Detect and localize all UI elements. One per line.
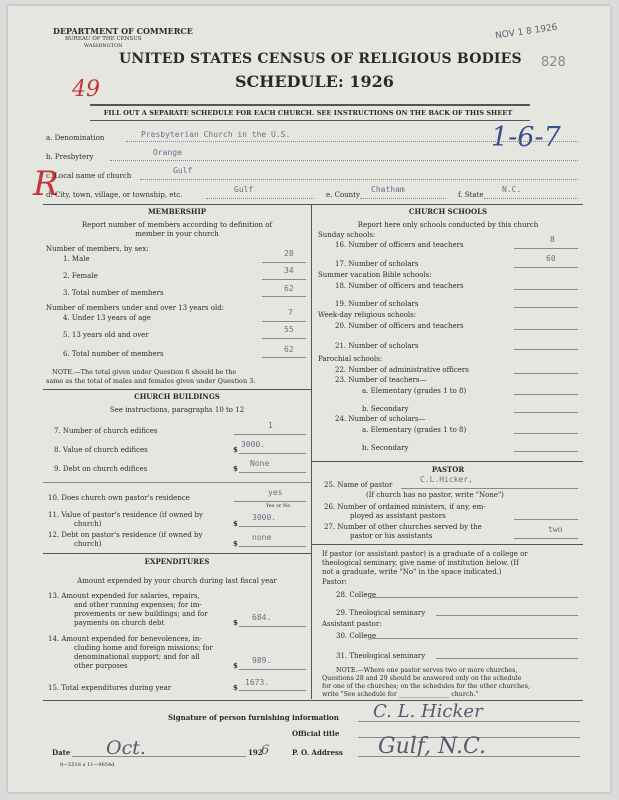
county-label: e. County <box>326 191 360 199</box>
pastor-note-1: NOTE.—Where one pastor serves two or more churches, <box>336 667 518 674</box>
graduate-instructions-2: theological seminary, give name of institution below. (If <box>322 559 519 567</box>
q17-value: 60 <box>546 254 556 263</box>
q2-female-label: 2. Female <box>63 272 98 280</box>
q4-under-13-label: 4. Under 13 years of age <box>63 314 151 322</box>
handwritten-r-mark: R <box>33 164 59 204</box>
q12-debt-residence-value: none <box>252 533 272 542</box>
q8-value-label: 8. Value of church edifices <box>54 446 148 454</box>
q12-debt-residence-label-2: church) <box>74 540 102 548</box>
city-label: d. City, town, village, or township, etc. <box>46 191 183 199</box>
q14-label-3: denominational support; and for all <box>74 653 200 661</box>
q26-label-1: 26. Number of ordained ministers, if any, em- <box>324 503 486 511</box>
membership-heading: MEMBERSHIP <box>147 207 207 216</box>
presbytery-label: b. Presbytery <box>46 153 94 161</box>
local-church-value: Gulf <box>173 166 193 175</box>
form-subtitle: SCHEDULE: 1926 <box>235 72 394 91</box>
year-prefix: 192 <box>248 748 263 757</box>
city-name: WASHINGTON <box>84 43 123 49</box>
q6-total-value: 62 <box>284 345 294 354</box>
q10-residence-label: 10. Does church own pastor's residence <box>48 494 190 502</box>
date-label: Date <box>52 748 71 757</box>
q29-label: 29. Theological seminary <box>336 609 426 617</box>
q18-label: 18. Number of officers and teachers <box>335 282 464 290</box>
q13-label-2: and other running expenses; for im- <box>74 601 202 609</box>
q23-label: 23. Number of teachers— <box>335 376 427 384</box>
q25-value: C.L.Hicker, <box>420 475 473 484</box>
q16-value: 8 <box>550 235 555 244</box>
pastor-note-2: Questions 28 and 29 should be answered only on the schedule <box>322 675 522 682</box>
q27-value: two <box>548 525 563 534</box>
q23a-label: a. Elementary (grades 1 to 8) <box>362 387 467 395</box>
q11-value-residence-label: 11. Value of pastor's residence (if owned by <box>48 511 203 519</box>
form-number: 8—5518 a 11—9654d <box>60 762 115 768</box>
q9-debt-value: None <box>250 459 270 468</box>
signature-label: Signature of person furnishing information <box>168 713 339 722</box>
county-value: Chatham <box>371 185 405 194</box>
bureau-name: BUREAU OF THE CENSUS <box>65 36 142 42</box>
presbytery-value: Orange <box>153 148 182 157</box>
membership-note-line1: NOTE.—The total given under Question 6 should be the <box>52 368 237 376</box>
official-title-label: Official title <box>292 729 340 738</box>
q12-debt-residence-label: 12. Debt on pastor's residence (if owned by <box>48 531 203 539</box>
q24-label: 24. Number of scholars— <box>335 415 426 423</box>
state-value: N.C. <box>502 185 522 194</box>
graduate-instructions-1: If pastor (or assistant pastor) is a graduate of a college or <box>322 550 528 558</box>
q1-male-value: 28 <box>284 249 294 258</box>
q13-label-3: provements or new buildings; and for <box>74 610 208 618</box>
buildings-instructions: See instructions, paragraphs 10 to 12 <box>109 406 245 414</box>
schools-intro: Report here only schools conducted by this church <box>357 221 539 229</box>
q5-over-13-label: 5. 13 years old and over <box>63 331 149 339</box>
instruction-banner: FILL OUT A SEPARATE SCHEDULE FOR EACH CHURCH. SEE INSTRUCTIONS ON THE BACK OF THIS SHEET <box>103 109 513 117</box>
q14-label-1: 14. Amount expended for benevolences, in- <box>48 635 202 643</box>
q24a-label: a. Elementary (grades 1 to 8) <box>362 426 467 434</box>
q15-label: 15. Total expenditures during year <box>48 684 172 692</box>
q30-label: 30. College <box>336 632 377 640</box>
q10-residence-value: yes <box>268 488 283 497</box>
q28-label: 28. College <box>336 591 377 599</box>
q8-value-value: 3000. <box>241 440 266 449</box>
pastor-note-3: for one of the churches; on the schedules for the other churches, <box>322 683 530 690</box>
pastor-note-4: write "See schedule for ________________ church." <box>322 691 479 698</box>
q14-value: 989. <box>252 656 272 665</box>
yes-or-no-hint: Yes or No <box>266 503 291 509</box>
q15-value: 1673. <box>245 678 270 687</box>
q14-label-2: cluding home and foreign missions; for <box>74 644 213 652</box>
q1-male-label: 1. Male <box>63 255 90 263</box>
pastor-heading: PASTOR <box>431 465 465 474</box>
q7-edifices-value: 1 <box>268 421 273 430</box>
signature-value: C. L. Hicker <box>373 701 483 722</box>
year-digit: 6 <box>261 743 270 758</box>
q25-label: 25. Name of pastor <box>324 481 393 489</box>
q13-value: 684. <box>252 613 272 622</box>
q6-total-label: 6. Total number of members <box>63 350 164 358</box>
denomination-value: Presbyterian Church in the U.S. <box>141 130 291 139</box>
assistant-education-label: Assistant pastor: <box>322 620 382 628</box>
q9-debt-label: 9. Debt on church edifices <box>54 465 148 473</box>
q26-label-2: ployed as assistant pastors <box>350 512 446 520</box>
summer-schools-label: Summer vacation Bible schools: <box>318 271 432 279</box>
q20-label: 20. Number of officers and teachers <box>335 322 464 330</box>
schools-heading: CHURCH SCHOOLS <box>408 207 488 216</box>
q3-total-value: 62 <box>284 284 294 293</box>
q11-value-residence-value: 3000. <box>252 513 277 522</box>
state-label: f. State <box>458 191 484 199</box>
q23b-label: b. Secondary <box>362 405 409 413</box>
graduate-instructions-3: not a graduate, write "No" in the space indicated.) <box>322 568 502 576</box>
q27-label-1: 27. Number of other churches served by the <box>324 523 482 531</box>
q14-label-4: other purposes <box>74 662 128 670</box>
q13-label-1: 13. Amount expended for salaries, repairs, <box>48 592 200 600</box>
handwritten-number: 49 <box>72 77 100 102</box>
parochial-schools-label: Parochial schools: <box>318 355 383 363</box>
q24b-label: b. Secondary <box>362 444 409 452</box>
q31-label: 31. Theological seminary <box>336 652 426 660</box>
sunday-schools-label: Sunday schools: <box>318 231 376 239</box>
weekday-schools-label: Week-day religious schools: <box>318 311 417 319</box>
q4-under-13-value: 7 <box>288 308 293 317</box>
po-address-value: Gulf, N.C. <box>378 734 487 759</box>
city-value: Gulf <box>234 185 254 194</box>
members-by-sex-label: Number of members, by sex: <box>46 245 149 253</box>
q21-label: 21. Number of scholars <box>335 342 419 350</box>
q11-value-residence-label-2: church) <box>74 520 102 528</box>
handwritten-code: 1-6-7 <box>491 122 561 153</box>
buildings-heading: CHURCH BUILDINGS <box>134 392 220 401</box>
q7-edifices-label: 7. Number of church edifices <box>54 427 158 435</box>
members-by-age-label: Number of members under and over 13 years old: <box>46 304 225 312</box>
q2-female-value: 34 <box>284 266 294 275</box>
department-name: DEPARTMENT OF COMMERCE <box>53 26 193 36</box>
q16-label: 16. Number of officers and teachers <box>335 241 464 249</box>
expenditures-heading: EXPENDITURES <box>144 557 210 566</box>
po-address-label: P. O. Address <box>292 748 343 757</box>
q5-over-13-value: 55 <box>284 325 294 334</box>
q25-note: (If church has no pastor, write "None") <box>366 491 504 499</box>
date-value: Oct. <box>106 737 146 759</box>
form-title: UNITED STATES CENSUS OF RELIGIOUS BODIES <box>119 51 522 67</box>
q22-label: 22. Number of administrative officers <box>335 366 469 374</box>
census-schedule-form: DEPARTMENT OF COMMERCE BUREAU OF THE CENSUS WASHINGTON UNITED STATES CENSUS OF RELIGIOUS BODIES SCHEDULE: 1926 NOV 1 8 1926 828 49 1-6-7 R FILL OUT A SEPARATE SCHEDULE FOR EACH CHURCH. SEE INSTRUCTIONS ON THE BACK OF THIS SHEET a. Denomination Presbyterian Church in the U.S. b. Presbytery Orange c. Local name of church Gulf d. City, town, village, or township, etc. Gulf e. County Chatham f. State N.C. MEMBERSHIP Report number of members according to definition of member in your church Number of members, by sex: 1. Male 28 2. Female 34 3. Total number of members 62 Number of members under and over 13 years old: 4. Under 13 years of age 7 5. 13 years old and over 55 6. Total number of members 62 NOTE.—The total given under Question 6 should be the same as the total of males and females given under Question 3. CHURCH BUILDINGS See instructions, paragraphs 10 to 12 7. Number of church edifices 1 8. Value of church edifices $ 3000. 9. Debt on church edifices $ None 10. Does church own pastor's residence yes Yes or No 11. Value of pastor's residence (if owned by church) $ 3000. 12. Debt on pastor's residence (if owned by church) $ none EXPENDITURES Amount expended by your church during last fiscal year 13. Amount expended for salaries, repairs, and other running expenses; for im- provements or new buildings; and for payments on church debt $ 684. 14. Amount expended for benevolences, in- cluding home and foreign missions; for denominational support; and for all other purposes $ 989. 15. Total expenditures during year $ 1673. CHURCH SCHOOLS Report here only schools conducted by this church Sunday schools: 16. Number of officers and teachers 8 17. Number of scholars 60 Summer vacation Bible schools: 18. Number of officers and teachers 19. Number of scholars Week-day religious schools: 20. Number of officers and teachers 21. Number of scholars Parochial schools: 22. Number of administrative officers 23. Number of teachers— a. Elementary (grades 1 to 8) b. Secondary 24. Number of scholars— a. Elementary (grades 1 to 8) b. Secondary PASTOR 25. Name of pastor C.L.Hicker, (If church has no pastor, write "None") 26. Number of ordained ministers, if any, em- ployed as assistant pastors 27. Number of other churches served by the pastor or his assistants two If pastor (or assistant pastor) is a graduate of a college or theological seminary, give name of institution below. (If not a graduate, write "No" in the space indicated.) Pastor: 28. College 29. Theological seminary Assistant pastor: 30. College 31. Theological seminary NOTE.—Where one pastor serves two or more churches, Questions 28 and 29 should be answered only on the schedule for one of the churches; on the schedules for the other churches, write "See schedule for ________________ church." Signature of person furnishing information C. L. Hicker Official title Date Oct. 192 6 P. O. Address Gulf, N.C. 8—5518 a 11—9654d <box>8 6 610 792</box>
membership-note-line2: same as the total of males and females given under Question 3. <box>46 377 256 385</box>
denomination-label: a. Denomination <box>46 134 105 142</box>
q13-label-4: payments on church debt <box>74 619 165 627</box>
received-date-stamp: NOV 1 8 1926 <box>494 22 559 42</box>
stamp-number: 828 <box>541 55 566 70</box>
q27-label-2: pastor or his assistants <box>350 532 433 540</box>
q19-label: 19. Number of scholars <box>335 300 419 308</box>
q3-total-label: 3. Total number of members <box>63 289 164 297</box>
membership-intro-line2: member in your church <box>135 230 219 238</box>
local-church-label: c. Local name of church <box>46 172 132 180</box>
q17-label: 17. Number of scholars <box>335 260 419 268</box>
pastor-education-label: Pastor: <box>322 578 347 586</box>
membership-intro-line1: Report number of members according to definition of <box>81 221 273 229</box>
expenditures-intro: Amount expended by your church during last fiscal year <box>77 577 277 585</box>
